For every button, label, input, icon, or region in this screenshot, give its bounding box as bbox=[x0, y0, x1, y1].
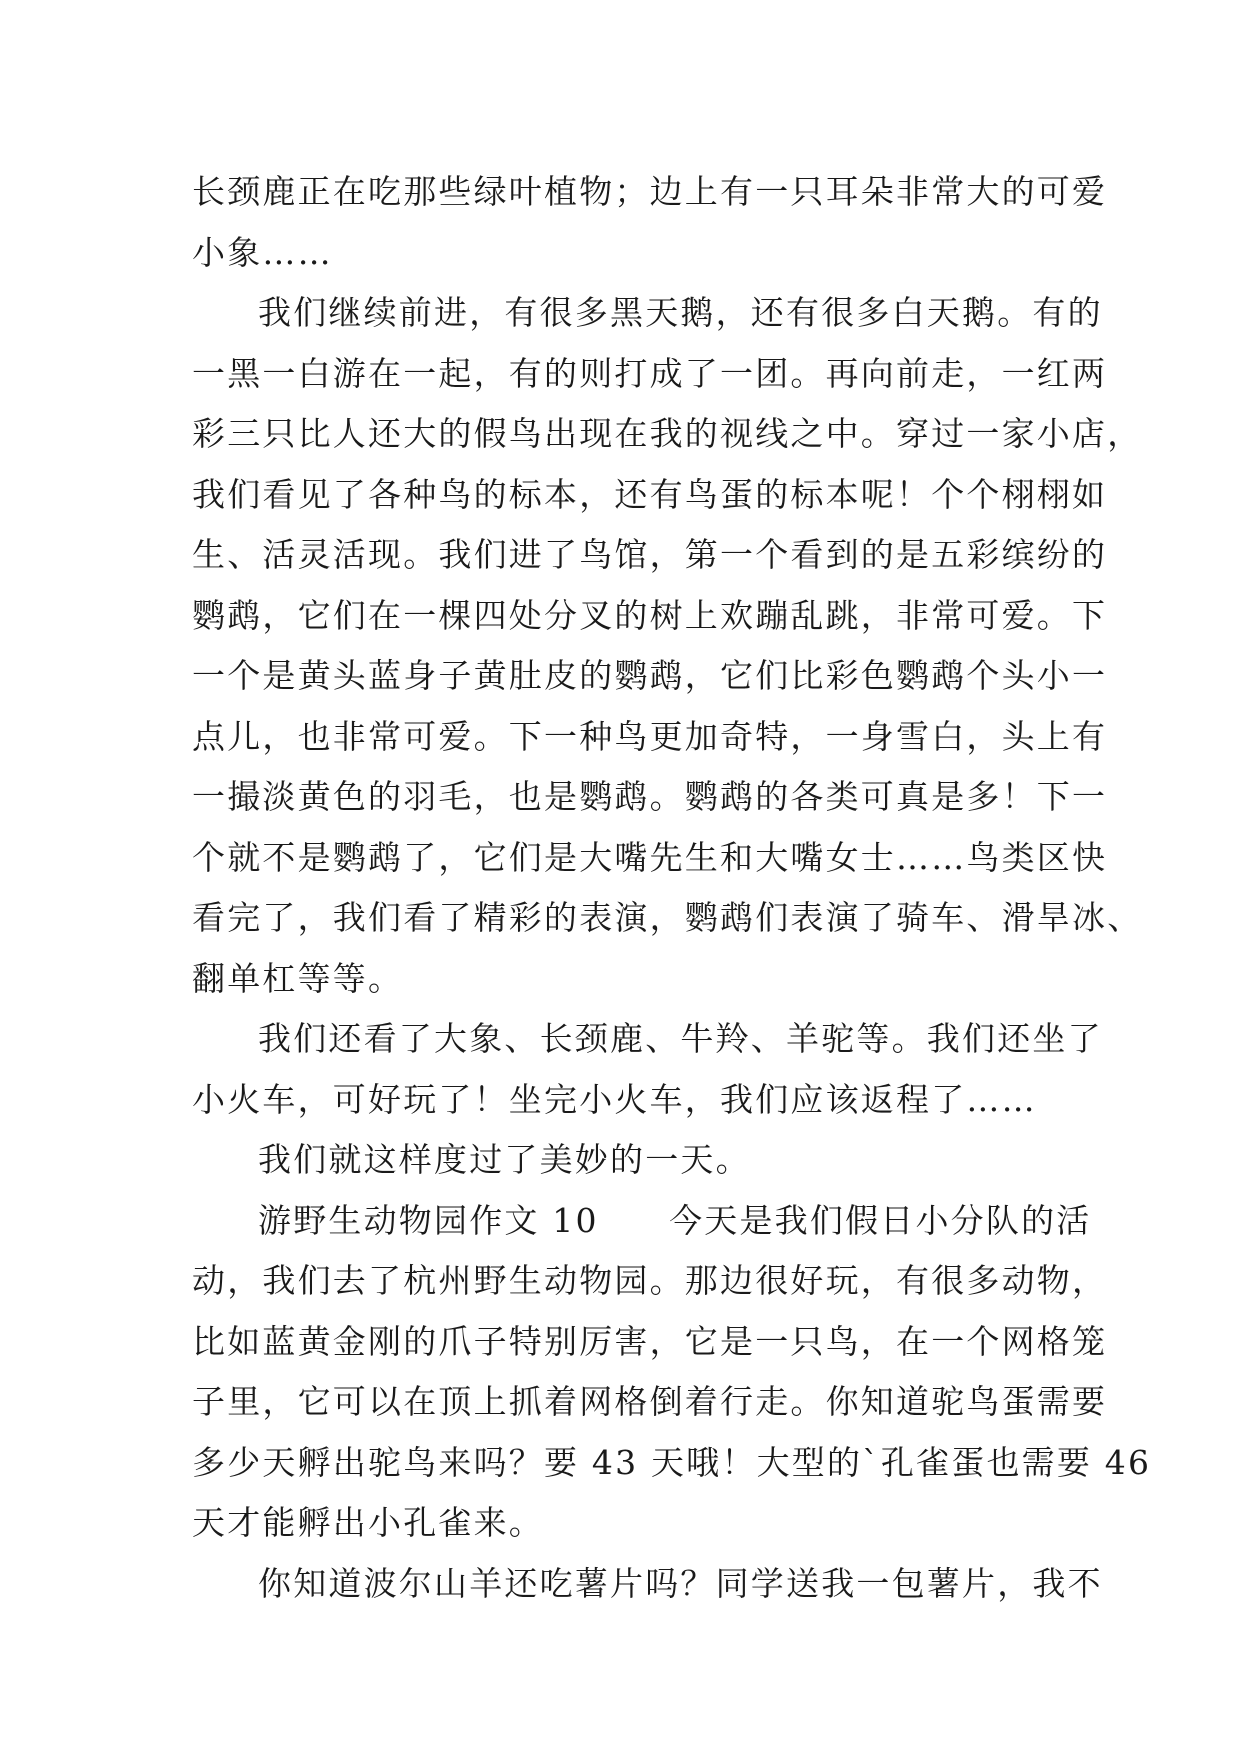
paragraph bbox=[192, 1191, 1152, 1554]
text-line: 一个是黄头蓝身子黄肚皮的鹦鹉，它们比彩色鹦鹉个头小一 bbox=[192, 656, 1108, 695]
text-line: 我们就这样度过了美妙的一天。 bbox=[258, 1140, 751, 1179]
paragraph bbox=[192, 283, 1143, 1009]
text-line: 我们看见了各种鸟的标本，还有鸟蛋的标本呢！个个栩栩如 bbox=[192, 474, 1108, 514]
text-line: 一黑一白游在一起，有的则打成了一团。再向前走，一红两 bbox=[192, 353, 1108, 393]
text-line: 个就不是鹦鹉了，它们是大嘴先生和大嘴女士……鸟类区快 bbox=[192, 837, 1108, 877]
text-line: 天才能孵出小孔雀来。 bbox=[192, 1503, 544, 1542]
text-line: 动，我们去了杭州野生动物园。那边很好玩，有很多动物， bbox=[192, 1261, 1108, 1300]
text-line: 一撮淡黄色的羽毛，也是鹦鹉。鹦鹉的各类可真是多！下一 bbox=[192, 777, 1108, 816]
text-line: 小火车，可好玩了！坐完小火车，我们应该返程了…… bbox=[192, 1079, 1037, 1119]
essay-body bbox=[192, 162, 1152, 1614]
text-line: 子里，它可以在顶上抓着网格倒着行走。你知道驼鸟蛋需要 bbox=[192, 1382, 1108, 1421]
text-line: 你知道波尔山羊还吃薯片吗？同学送我一包薯片，我不 bbox=[258, 1563, 1103, 1603]
paragraph bbox=[192, 1009, 1103, 1130]
text-line: 鹦鹉，它们在一棵四处分叉的树上欢蹦乱跳，非常可爱。下 bbox=[192, 595, 1108, 635]
text-line: 多少天孵出驼鸟来吗？要 43 天哦！大型的`孔雀蛋也需要 46 bbox=[192, 1442, 1152, 1482]
paragraph bbox=[192, 162, 1108, 283]
text-line: 翻单杠等等。 bbox=[192, 958, 404, 998]
text-line: 长颈鹿正在吃那些绿叶植物；边上有一只耳朵非常大的可爱 bbox=[192, 172, 1108, 211]
text-line: 小象…… bbox=[192, 232, 333, 272]
text-line: 我们还看了大象、长颈鹿、牛羚、羊驼等。我们还坐了 bbox=[258, 1019, 1103, 1058]
text-line: 我们继续前进，有很多黑天鹅，还有很多白天鹅。有的 bbox=[258, 293, 1103, 332]
paragraph bbox=[192, 1130, 1052, 1191]
text-line: 比如蓝黄金刚的爪子特别厉害，它是一只鸟，在一个网格笼 bbox=[192, 1321, 1108, 1361]
text-line: 看完了，我们看了精彩的表演，鹦鹉们表演了骑车、滑旱冰、 bbox=[192, 898, 1143, 937]
text-line: 点儿，也非常可爱。下一种鸟更加奇特，一身雪白，头上有 bbox=[192, 716, 1108, 756]
paragraph bbox=[192, 1554, 1103, 1615]
text-line: 游野生动物园作文 10 今天是我们假日小分队的活 bbox=[258, 1200, 1092, 1240]
text-line: 彩三只比人还大的假鸟出现在我的视线之中。穿过一家小店， bbox=[192, 414, 1143, 453]
text-line: 生、活灵活现。我们进了鸟馆，第一个看到的是五彩缤纷的 bbox=[192, 535, 1108, 574]
